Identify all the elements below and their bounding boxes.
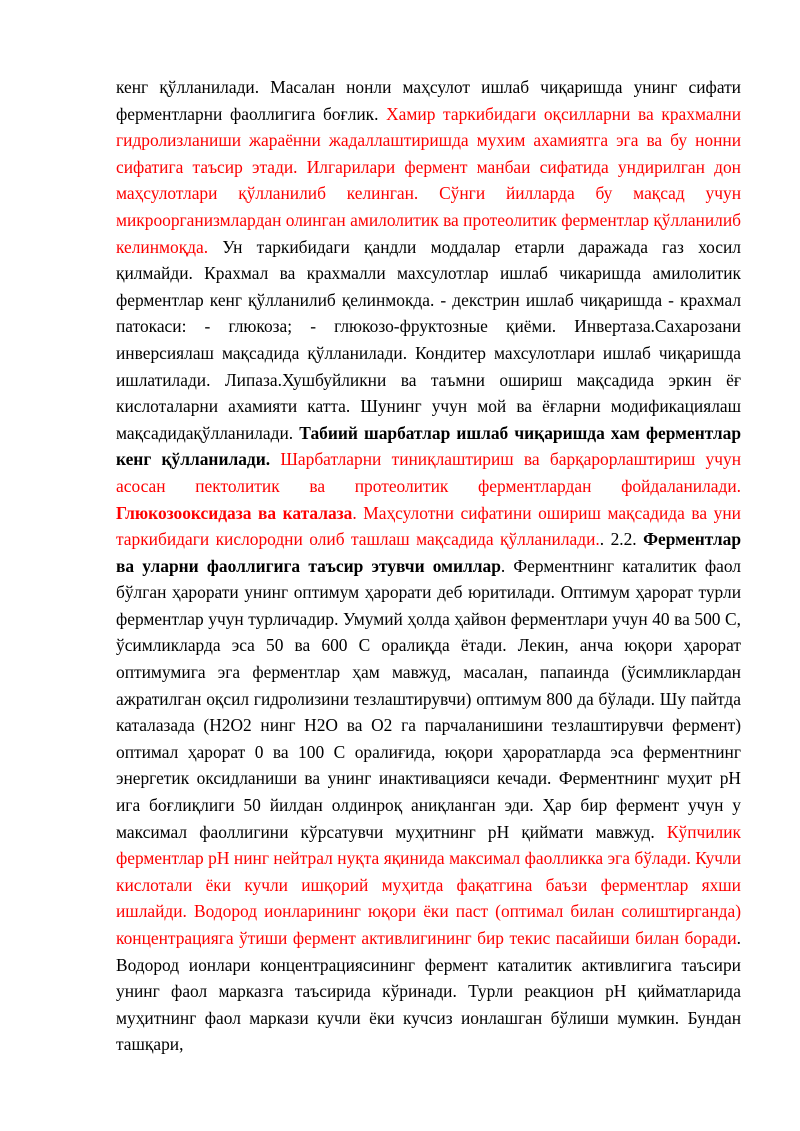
text-run: . 2.2. [599, 529, 644, 550]
text-run: . Ферментнинг каталитик фаол бўлган ҳарорати унинг оптимум ҳарорати деб юритилади. Оптимум ҳарорат турли ферментлар учун турличадир. Умумий ҳолда ҳайвон ферментлари учун 40 ва 500 С, ўсимликларда эса 50 ва 600 С оралиқда ётади. Лекин, анча юқори ҳарорат оптимумига эга ферментлар ҳам мавжуд, масалан, папаинда (ўсимликлардан ажратилган оқсил гидролизини тезлаштирувчи) оптимум 800 да бўлади. Шу пайтда каталазада (Н2О2 нинг Н2О ва О2 га парчаланишини тезлаштирувчи фермент) оптимал ҳарорат 0 ва 100 С оралиғида, юқори ҳароратларда эса ферментнинг энергетик оксидланиши ва унинг инактивацияси кечади. Ферментнинг муҳит рН ига боғлиқлиги 50 йилдан олдинроқ аниқланган эди. Ҳар бир фермент учун у максимал фаоллигини кўрсатувчи муҳитнинг рН қиймати мавжуд. [116, 555, 741, 842]
document-page [116, 74, 741, 1058]
bold-text: Табиий шарбатлар ишлаб чиқаришда хам ферментлар кенг қўлланилади. [116, 422, 741, 470]
text-run: . Водород ионлари концентрациясининг фермент каталитик активлигига таъсири унинг фаол марказга таъсирида кўринади. Турли реакцион рН қийматларида муҳитнинг фаол маркази кучли ёки кучсиз ионлашган бўлиши мумкин. Бундан ташқари, [116, 928, 741, 1055]
body-paragraph [116, 74, 741, 1058]
text-run: кенг қўлланилади. Масалан нонли маҳсулот ишлаб чиқаришда унинг сифати ферментларни фаоллигига боғлик. [116, 77, 741, 124]
highlighted-text: Кўпчилик ферментлар рН нинг нейтрал нуқта яқинида максимал фаолликка эга бўлади. Кучли кислотали ёки кучли ишқорий муҳитда фақатгина баъзи ферментлар яхши ишлайди. Водород ионларининг юқори ёки паст (оптимал билан солиштирганда) концентрацияга ўтиши фермент активлигининг бир текис пасайиши билан боради [116, 821, 741, 948]
highlighted-bold-text: Глюкозооксидаза ва каталаза [116, 502, 353, 523]
highlighted-text: Хамир таркибидаги оқсилларни ва крахмални гидролизланиши жараённи жадаллаштиришда мухим ахамиятга эга ва бу нонни сифатига таъсир этади. Илгарилари фермент манбаи сифатида ундирилган дон маҳсулотлари қўлланилиб келинган. Сўнги йилларда бу мақсад учун микроорганизмлардан олинган амилолитик ва протеолитик ферментлар қўлланилиб келинмоқда. [116, 103, 741, 257]
text-run: Ун таркибидаги қандли моддалар етарли даражада газ хосил қилмайди. Крахмал ва крахмалли махсулотлар ишлаб чикаришда амилолитик ферментлар кенг қўлланилиб қелинмокда. - декстрин ишлаб чиқаришда - крахмал патокаси: - глюкоза; - глюкозо-фруктозные қиёми. Инвертаза.Сахарозани инверсиялаш мақсадида қўлланилади. Кондитер махсулотлари ишлаб чиқаришда ишлатилади. Липаза.Хушбуйликни ва таъмни ошириш мақсадида эркин ёғ кислоталарни ахамияти катта. Шунинг учун мой ва ёғларни модификациялаш мақсадидақўлланилади. [116, 236, 741, 443]
section-heading: Ферментлар ва уларни фаоллигига таъсир этувчи омиллар [116, 529, 741, 576]
highlighted-text: Шарбатларни тиниқлаштириш ва барқарорлаштириш учун асосан пектолитик ва протеолитик ферментлардан фойдаланилади. [116, 449, 742, 496]
highlighted-text: . Маҳсулотни сифатини ошириш мақсадида ва уни таркибидаги кислородни олиб ташлаш мақсадида қўлланилади. [116, 502, 741, 550]
